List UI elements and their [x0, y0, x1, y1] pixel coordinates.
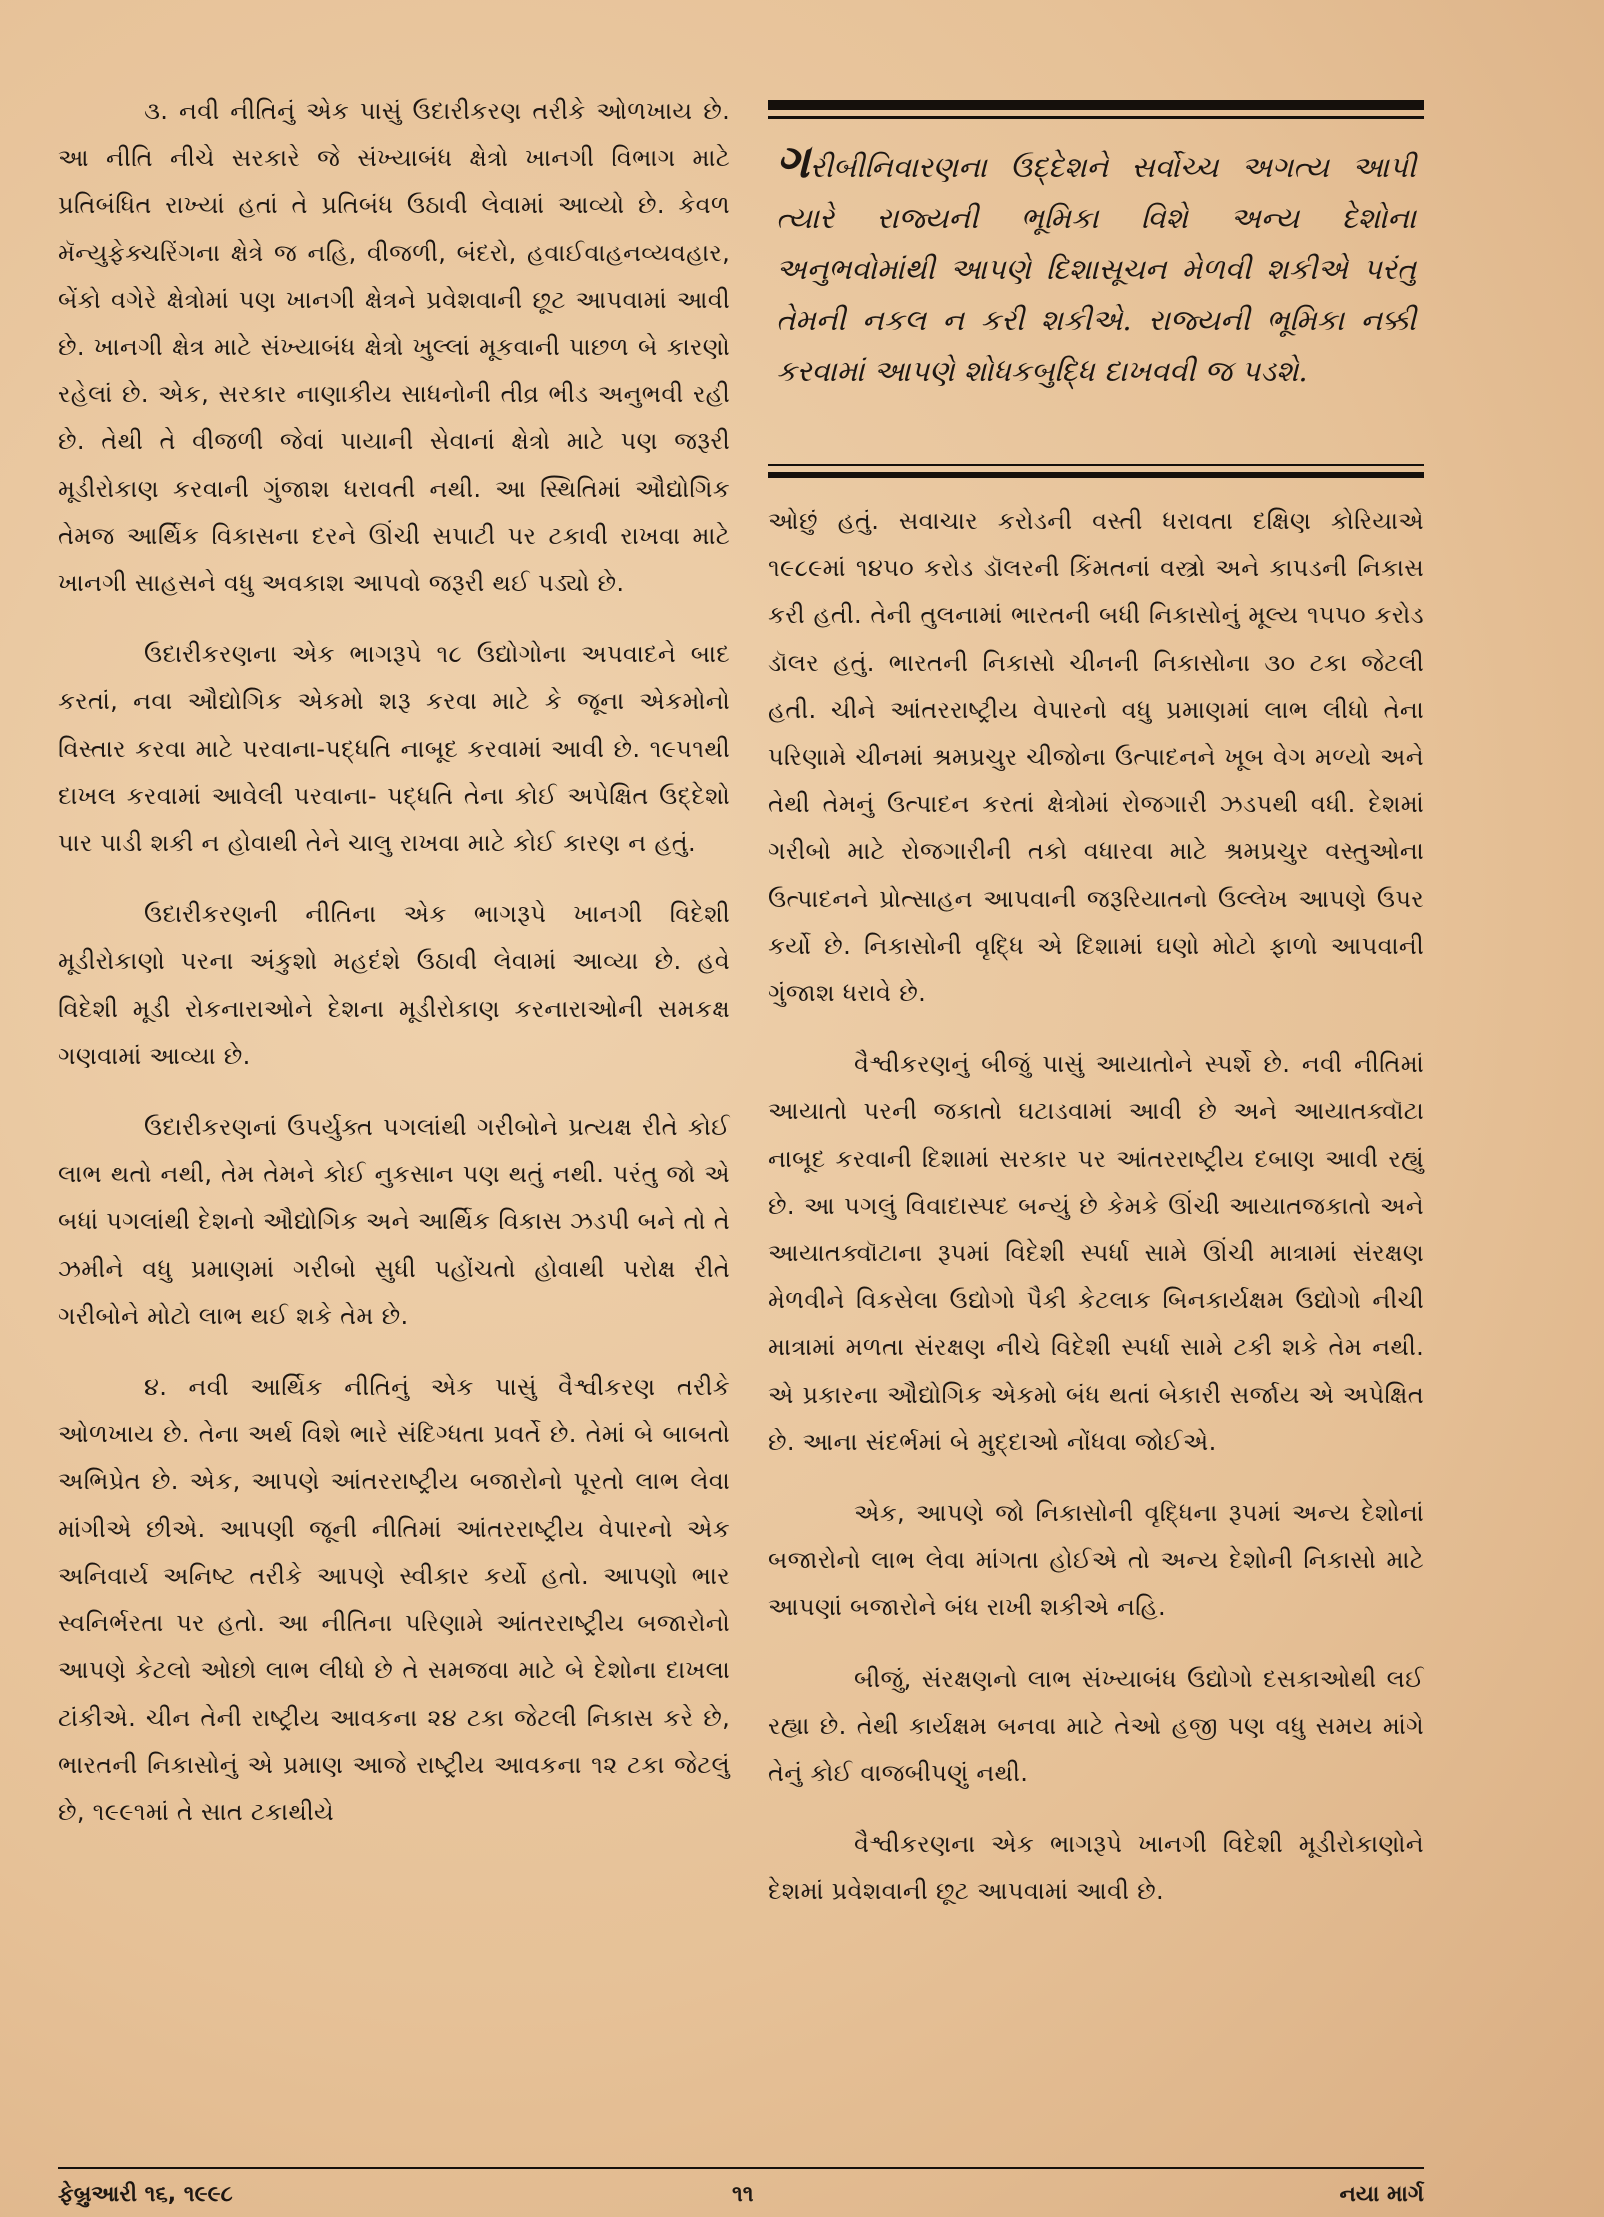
article-paragraph-continued: ઓછું હતું. સવાચાર કરોડની વસ્તી ધરાવતા દક્ષિણ કોરિયાએ ૧૯૮૯માં ૧૪૫૦ કરોડ ડૉલરની કિંમતનાં વસ્ત્રો અને કાપડની નિકાસ કરી હતી. તેની તુલનામાં ભારતની બધી નિકાસોનું મૂલ્ય ૧૫૫૦ કરોડ ડૉલર હતું. ભારતની નિકાસો ચીનની નિકાસોના ૩૦ ટકા જેટલી હતી. ચીને આંતરરાષ્ટ્રીય વેપારનો વધુ પ્રમાણમાં લાભ લીધો તેના પરિણામે ચીનમાં શ્રમપ્રચુર ચીજોના ઉત્પાદનને ખૂબ વેગ મળ્યો અને તેથી તેમનું ઉત્પાદન કરતાં ક્ષેત્રોમાં રોજગારી ઝડપથી વધી. દેશમાં ગરીબો માટે રોજગારીની તકો વધારવા માટે શ્રમપ્રચુર વસ્તુઓના ઉત્પાદનને પ્રોત્સાહન આપવાની જરૂરિયાતનો ઉલ્લેખ આપણે ઉપર કર્યો છે. નિકાસોની વૃદ્ધિ એ દિશામાં ઘણો મોટો ફાળો આપવાની ગુંજાશ ધરાવે છે. [768, 507, 1424, 1008]
article-paragraph: ઉદારીકરણનાં ઉપર્યુક્ત પગલાંથી ગરીબોને પ્રત્યક્ષ રીતે કોઈ લાભ થતો નથી, તેમ તેમને કોઈ નુકસાન પણ થતું નથી. પરંતુ જો એ બધાં પગલાંથી દેશનો ઔદ્યોગિક અને આર્થિક વિકાસ ઝડપી બને તો તે ઝમીને વધુ પ્રમાણમાં ગરીબો સુધી પહોંચતો હોવાથી પરોક્ષ રીતે ગરીબોને મોટો લાભ થઈ શકે તેમ છે. [58, 1113, 730, 1330]
article-paragraph: વૈશ્વીકરણનું બીજું પાસું આયાતોને સ્પર્શે છે. નવી નીતિમાં આયાતો પરની જકાતો ઘટાડવામાં આવી છે અને આયાતક્વૉટા નાબૂદ કરવાની દિશામાં સરકાર પર આંતરરાષ્ટ્રીય દબાણ આવી રહ્યું છે. આ પગલું વિવાદાસ્પદ બન્યું છે કેમકે ઊંચી આયાતજકાતો અને આયાતક્વૉટાના રૂપમાં વિદેશી સ્પર્ધા સામે ઊંચી માત્રામાં સંરક્ષણ મેળવીને વિકસેલા ઉદ્યોગો પૈકી કેટલાક બિનકાર્યક્ષમ ઉદ્યોગો નીચી માત્રામાં મળતા સંરક્ષણ નીચે વિદેશી સ્પર્ધા સામે ટકી શકે તેમ નથી. એ પ્રકારના ઔદ્યોગિક એકમો બંધ થતાં બેકારી સર્જાય એ અપેક્ષિત છે. આના સંદર્ભમાં બે મુદ્દાઓ નોંધવા જોઈએ. [768, 1050, 1424, 1456]
footer-date: ફેબ્રુઆરી ૧૬, ૧૯૯૮ [58, 2182, 233, 2207]
article-paragraph: બીજું, સંરક્ષણનો લાભ સંખ્યાબંધ ઉદ્યોગો દસકાઓથી લઈ રહ્યા છે. તેથી કાર્યક્ષમ બનવા માટે તેઓ હજી પણ વધુ સમય માંગે તેનું કોઈ વાજબીપણું નથી. [768, 1664, 1424, 1788]
article-paragraph: વૈશ્વીકરણના એક ભાગરૂપે ખાનગી વિદેશી મૂડીરોકાણોને દેશમાં પ્રવેશવાની છૂટ આપવામાં આવી છે. [768, 1830, 1424, 1906]
magazine-name: નયા માર્ગ [1339, 2182, 1424, 2207]
pull-quote-body: રીબીનિવારણના ઉદ્દેશને સર્વોચ્ચ અગત્ય આપી ત્યારે રાજ્યની ભૂમિકા વિશે અન્ય દેશોના અનુભવોમાંથી આપણે દિશાસૂચન મેળવી શકીએ પરંતુ તેમની નકલ ન કરી શકીએ. રાજ્યની ભૂમિકા નક્કી કરવામાં આપણે શોધકબુદ્ધિ દાખવવી જ પડશે. [776, 150, 1416, 388]
left-column [58, 88, 730, 1860]
pull-quote-box [768, 100, 1424, 478]
page-number: ૧૧ [732, 2182, 754, 2207]
pull-quote-dropcap: ગ [776, 134, 810, 188]
article-paragraph: ઉદારીકરણની નીતિના એક ભાગરૂપે ખાનગી વિદેશી મૂડીરોકાણો પરના અંકુશો મહદંશે ઉઠાવી લેવામાં આવ્યા છે. હવે વિદેશી મૂડી રોકનારાઓને દેશના મૂડીરોકાણ કરનારાઓની સમકક્ષ ગણવામાં આવ્યા છે. [58, 900, 730, 1070]
article-paragraph: એક, આપણે જો નિકાસોની વૃદ્ધિના રૂપમાં અન્ય દેશોનાં બજારોનો લાભ લેવા માંગતા હોઈએ તો અન્ય દેશોની નિકાસો માટે આપણાં બજારોને બંધ રાખી શકીએ નહિ. [768, 1499, 1424, 1622]
page-footer [0, 2182, 1604, 2212]
pull-quote-text [776, 136, 1416, 397]
footer-divider [58, 2167, 1424, 2169]
article-paragraph: ૩. નવી નીતિનું એક પાસું ઉદારીકરણ તરીકે ઓળખાય છે. આ નીતિ નીચે સરકારે જે સંખ્યાબંધ ક્ષેત્રો ખાનગી વિભાગ માટે પ્રતિબંધિત રાખ્યાં હતાં તે પ્રતિબંધ ઉઠાવી લેવામાં આવ્યો છે. કેવળ મૅન્યુફેક્ચરિંગના ક્ષેત્રે જ નહિ, વીજળી, બંદરો, હવાઈવાહનવ્યવહાર, બેંકો વગેરે ક્ષેત્રોમાં પણ ખાનગી ક્ષેત્રને પ્રવેશવાની છૂટ આપવામાં આવી છે. ખાનગી ક્ષેત્ર માટે સંખ્યાબંધ ક્ષેત્રો ખુલ્લાં મૂકવાની પાછળ બે કારણો રહેલાં છે. એક, સરકાર નાણાકીય સાધનોની તીવ્ર ભીડ અનુભવી રહી છે. તેથી તે વીજળી જેવાં પાયાની સેવાનાં ક્ષેત્રો માટે પણ જરૂરી મૂડીરોકાણ કરવાની ગુંજાશ ધરાવતી નથી. આ સ્થિતિમાં ઔદ્યોગિક તેમજ આર્થિક વિકાસના દરને ઊંચી સપાટી પર ટકાવી રાખવા માટે ખાનગી સાહસને વધુ અવકાશ આપવો જરૂરી થઈ પડ્યો છે. [58, 97, 730, 598]
article-paragraph: ઉદારીકરણના એક ભાગરૂપે ૧૮ ઉદ્યોગોના અપવાદને બાદ કરતાં, નવા ઔદ્યોગિક એકમો શરૂ કરવા માટે કે જૂના એકમોનો વિસ્તાર કરવા માટે પરવાના-પદ્ધતિ નાબૂદ કરવામાં આવી છે. ૧૯૫૧થી દાખલ કરવામાં આવેલી પરવાના- પદ્ધતિ તેના કોઈ અપેક્ષિત ઉદ્દેશો પાર પાડી શકી ન હોવાથી તેને ચાલુ રાખવા માટે કોઈ કારણ ન હતું. [58, 640, 730, 858]
article-paragraph: ૪. નવી આર્થિક નીતિનું એક પાસું વૈશ્વીકરણ તરીકે ઓળખાય છે. તેના અર્થ વિશે ભારે સંદિગ્ધતા પ્રવર્તે છે. તેમાં બે બાબતો અભિપ્રેત છે. એક, આપણે આંતરરાષ્ટ્રીય બજારોનો પૂરતો લાભ લેવા માંગીએ છીએ. આપણી જૂની નીતિમાં આંતરરાષ્ટ્રીય વેપારનો એક અનિવાર્ય અનિષ્ટ તરીકે આપણે સ્વીકાર કર્યો હતો. આપણો ભાર સ્વનિર્ભરતા પર હતો. આ નીતિના પરિણામે આંતરરાષ્ટ્રીય બજારોનો આપણે કેટલો ઓછો લાભ લીધો છે તે સમજવા માટે બે દેશોના દાખલા ટાંકીએ. ચીન તેની રાષ્ટ્રીય આવકના ૨૪ ટકા જેટલી નિકાસ કરે છે, ભારતની નિકાસોનું એ પ્રમાણ આજે રાષ્ટ્રીય આવકના ૧૨ ટકા જેટલું છે, ૧૯૯૧માં તે સાત ટકાથીયે [58, 1373, 730, 1826]
right-column [768, 498, 1424, 1940]
